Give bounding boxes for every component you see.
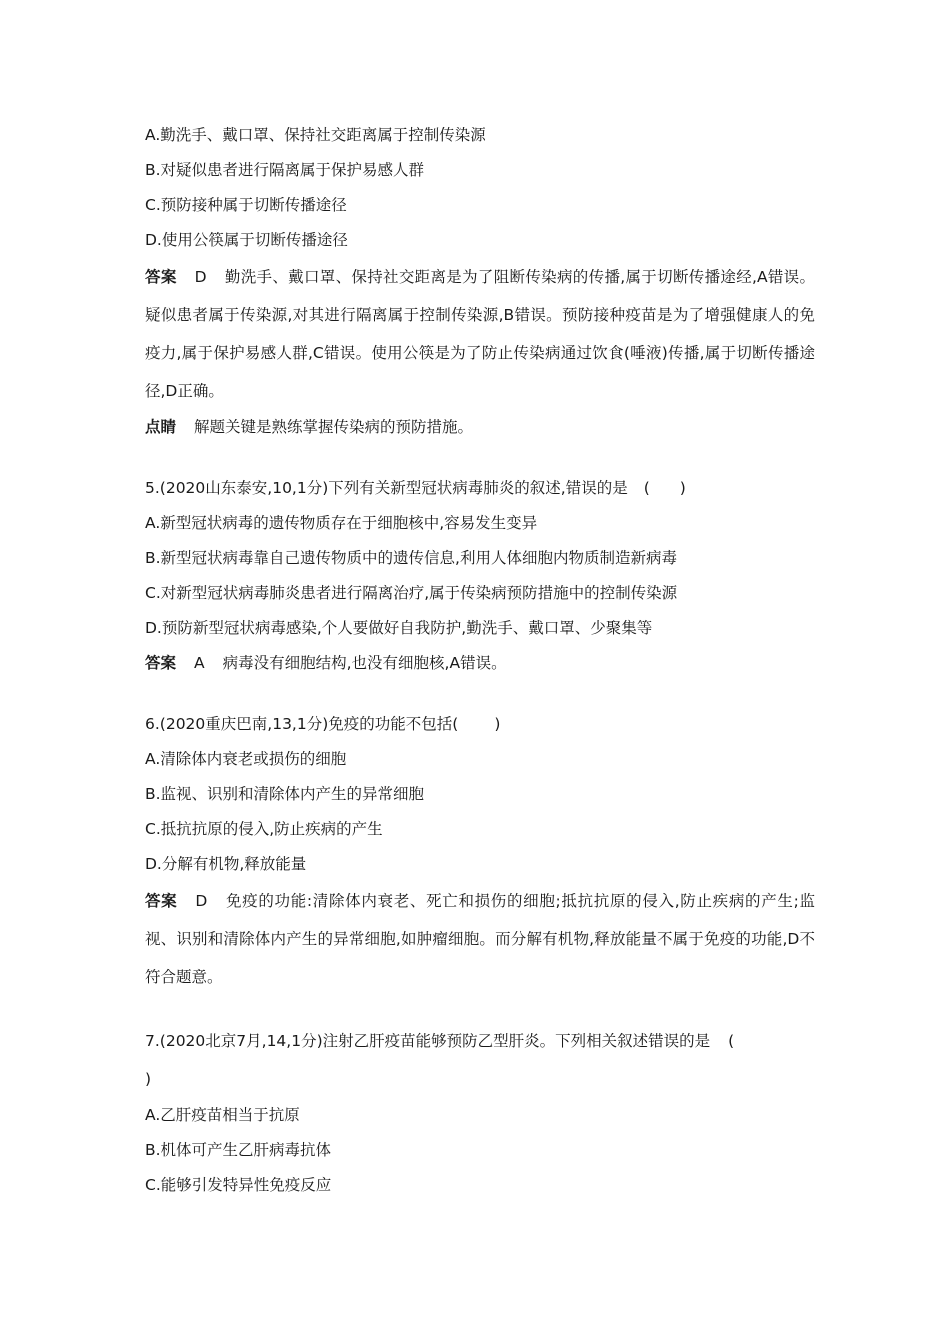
spacer [145,996,815,1022]
option-a: A.新型冠状病毒的遗传物质存在于细胞核中,容易发生变异 [145,514,538,532]
answer-block [145,882,815,996]
option-a: A.清除体内衰老或损伤的细胞 [145,750,347,768]
stem-text: 7.(2020北京7月,14,1分)注射乙肝疫苗能够预防乙型肝炎。下列相关叙述错误的是 [145,1032,711,1050]
question-stem [145,1022,815,1098]
answer-paren-open: ( [643,479,650,497]
tip-block [145,410,815,445]
question-4 [145,118,815,445]
answer-letter: D [195,892,208,910]
option-a: A.勤洗手、戴口罩、保持社交距离属于控制传染源 [145,126,486,144]
question-stem [145,471,815,506]
option-b: B.机体可产生乙肝病毒抗体 [145,1141,332,1159]
answer-letter: D [194,268,207,286]
answer-label: 答案 [145,268,177,286]
answer-block [145,258,815,410]
tip-label: 点睛 [145,418,177,436]
option-c: C.抵抗抗原的侵入,防止疾病的产生 [145,820,383,838]
option-b: B.监视、识别和清除体内产生的异常细胞 [145,785,425,803]
option-d: D.使用公筷属于切断传播途径 [145,231,348,249]
option-a: A.乙肝疫苗相当于抗原 [145,1106,300,1124]
option-d: D.预防新型冠状病毒感染,个人要做好自我防护,勤洗手、戴口罩、少聚集等 [145,619,653,637]
answer-block [145,646,815,681]
answer-paren-open: ( [452,715,459,733]
answer-paren-close: ) [494,715,501,733]
answer-label: 答案 [145,654,177,672]
answer-explanation: 勤洗手、戴口罩、保持社交距离是为了阻断传染病的传播,属于切断传播途经,A错误。疑似患者属于传染源,对其进行隔离属于控制传染源,B错误。预防接种疫苗是为了增强健康人的免疫力,属于保护易感人群,C错误。使用公筷是为了防止传染病通过饮食(唾液)传播,属于切断传播途径,D正确。 [145,268,815,400]
document-page [145,118,815,1203]
option-c: C.能够引发特异性免疫反应 [145,1176,332,1194]
answer-paren-open: ( [728,1032,735,1050]
question-6 [145,707,815,996]
question-7 [145,1022,815,1203]
option-b: B.对疑似患者进行隔离属于保护易感人群 [145,161,425,179]
question-stem [145,707,815,742]
answer-explanation: 免疫的功能:清除体内衰老、死亡和损伤的细胞;抵抗抗原的侵入,防止疾病的产生;监视、识别和清除体内产生的异常细胞,如肿瘤细胞。而分解有机物,释放能量不属于免疫的功能,D不符合题意。 [145,892,815,986]
question-5 [145,471,815,681]
answer-paren-close: ) [145,1070,152,1088]
stem-text: 6.(2020重庆巴南,13,1分)免疫的功能不包括 [145,715,453,733]
option-b: B.新型冠状病毒靠自己遗传物质中的遗传信息,利用人体细胞内物质制造新病毒 [145,549,677,567]
tip-text: 解题关键是熟练掌握传染病的预防措施。 [194,418,474,436]
stem-text: 5.(2020山东泰安,10,1分)下列有关新型冠状病毒肺炎的叙述,错误的是 [145,479,628,497]
spacer [145,445,815,471]
answer-label: 答案 [145,892,178,910]
option-d: D.分解有机物,释放能量 [145,855,307,873]
answer-paren-close: ) [679,479,686,497]
option-c: C.对新型冠状病毒肺炎患者进行隔离治疗,属于传染病预防措施中的控制传染源 [145,584,678,602]
spacer [145,681,815,707]
answer-explanation: 病毒没有细胞结构,也没有细胞核,A错误。 [222,654,507,672]
option-c: C.预防接种属于切断传播途径 [145,196,347,214]
answer-letter: A [194,654,205,672]
